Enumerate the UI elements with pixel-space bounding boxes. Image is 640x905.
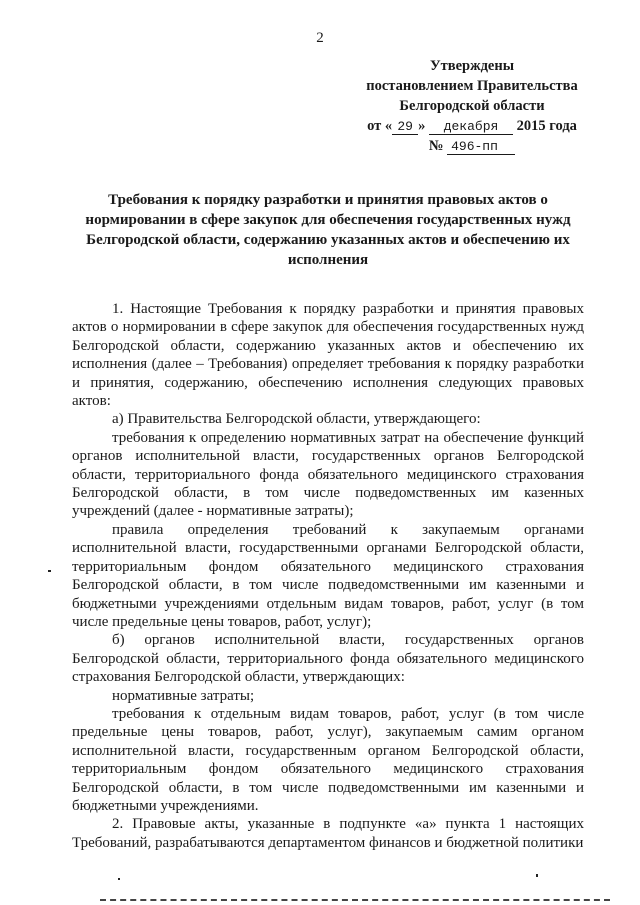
paragraph-rules: правила определения требований к закупаемым органами исполнительной власти, государственными органами Белгородской области, территориальным фондом обязательного медицинского страхования Белгородской области, в том числе подведомственными им казенными и бюджетными учреждениями отдельным видам товаров, работ, услуг (в том числе предельные цены товаров, работ, услуг); [72, 521, 584, 630]
approval-date-day: 29 [392, 119, 418, 135]
approval-date-month: декабря [429, 119, 513, 135]
paragraph-1b: б) органов исполнительной власти, государственных органов Белгородской области, территориального фонда обязательного медицинского страхования Белгородской области, утверждающих: [72, 632, 584, 686]
paragraph-goods-requirements: требования к отдельным видам товаров, работ, услуг (в том числе предельные цены товаров, работ, услуг), закупаемым самим органом исполнительной власти, государственным органом Белгородской области, территориальным фондом обязательного медицинского страхования Белгородской области, в том числе подведомственными им казенными и бюджетными учреждениями. [72, 705, 584, 814]
approval-line-approved: Утверждены [429, 58, 515, 74]
scan-speck [118, 878, 120, 880]
paragraph-1a: а) Правительства Белгородской области, утверждающего: [112, 411, 481, 428]
approval-date-year: 2015 года [516, 118, 577, 134]
paragraph-normative-costs: нормативные затраты; [112, 687, 255, 704]
paragraph-1: 1. Настоящие Требования к порядку разработки и принятия правовых актов о нормировании в сфере закупок для обеспечения государственных нужд Белгородской области, содержанию указанных актов и обеспечению их исполнения (далее – Требования) определяет требования к порядку разработки и принятия, содержанию, обеспечению исполнения следующих правовых актов: [72, 301, 584, 410]
approval-line-resolution: постановлением Правительства [366, 78, 578, 94]
paragraph-cost-requirements: требования к определению нормативных затрат на обеспечение функций органов исполнительной власти, государственных органов Белгородской области, территориального фонда обязательного медицинского страхования Белгородской области, в том числе подведомственных им казенных учреждений (далее - нормативные затраты); [72, 429, 584, 520]
document-title: Требования к порядку разработки и принятия правовых актов о нормировании в сфере закупок для обеспечения государственных нужд Белгородской области, содержанию указанных актов и обеспечению их исполнения [85, 192, 571, 268]
approval-date-mid: » [418, 118, 426, 134]
scan-speck [48, 570, 51, 572]
approval-number [352, 136, 592, 156]
document-body [72, 300, 584, 852]
approval-stamp [352, 56, 592, 156]
scan-bottom-edge [100, 899, 610, 901]
approval-date [352, 116, 592, 136]
paragraph-2: 2. Правовые акты, указанные в подпункте «а» пункта 1 настоящих Требований, разрабатываются департаментом финансов и бюджетной политики [72, 816, 584, 851]
approval-line-region: Белгородской области [399, 98, 545, 114]
page-number: 2 [316, 30, 324, 46]
approval-date-prefix: от « [367, 118, 393, 134]
approval-number-prefix: № [428, 138, 444, 154]
approval-number-value: 496-пп [447, 139, 515, 155]
scan-speck [536, 874, 538, 877]
